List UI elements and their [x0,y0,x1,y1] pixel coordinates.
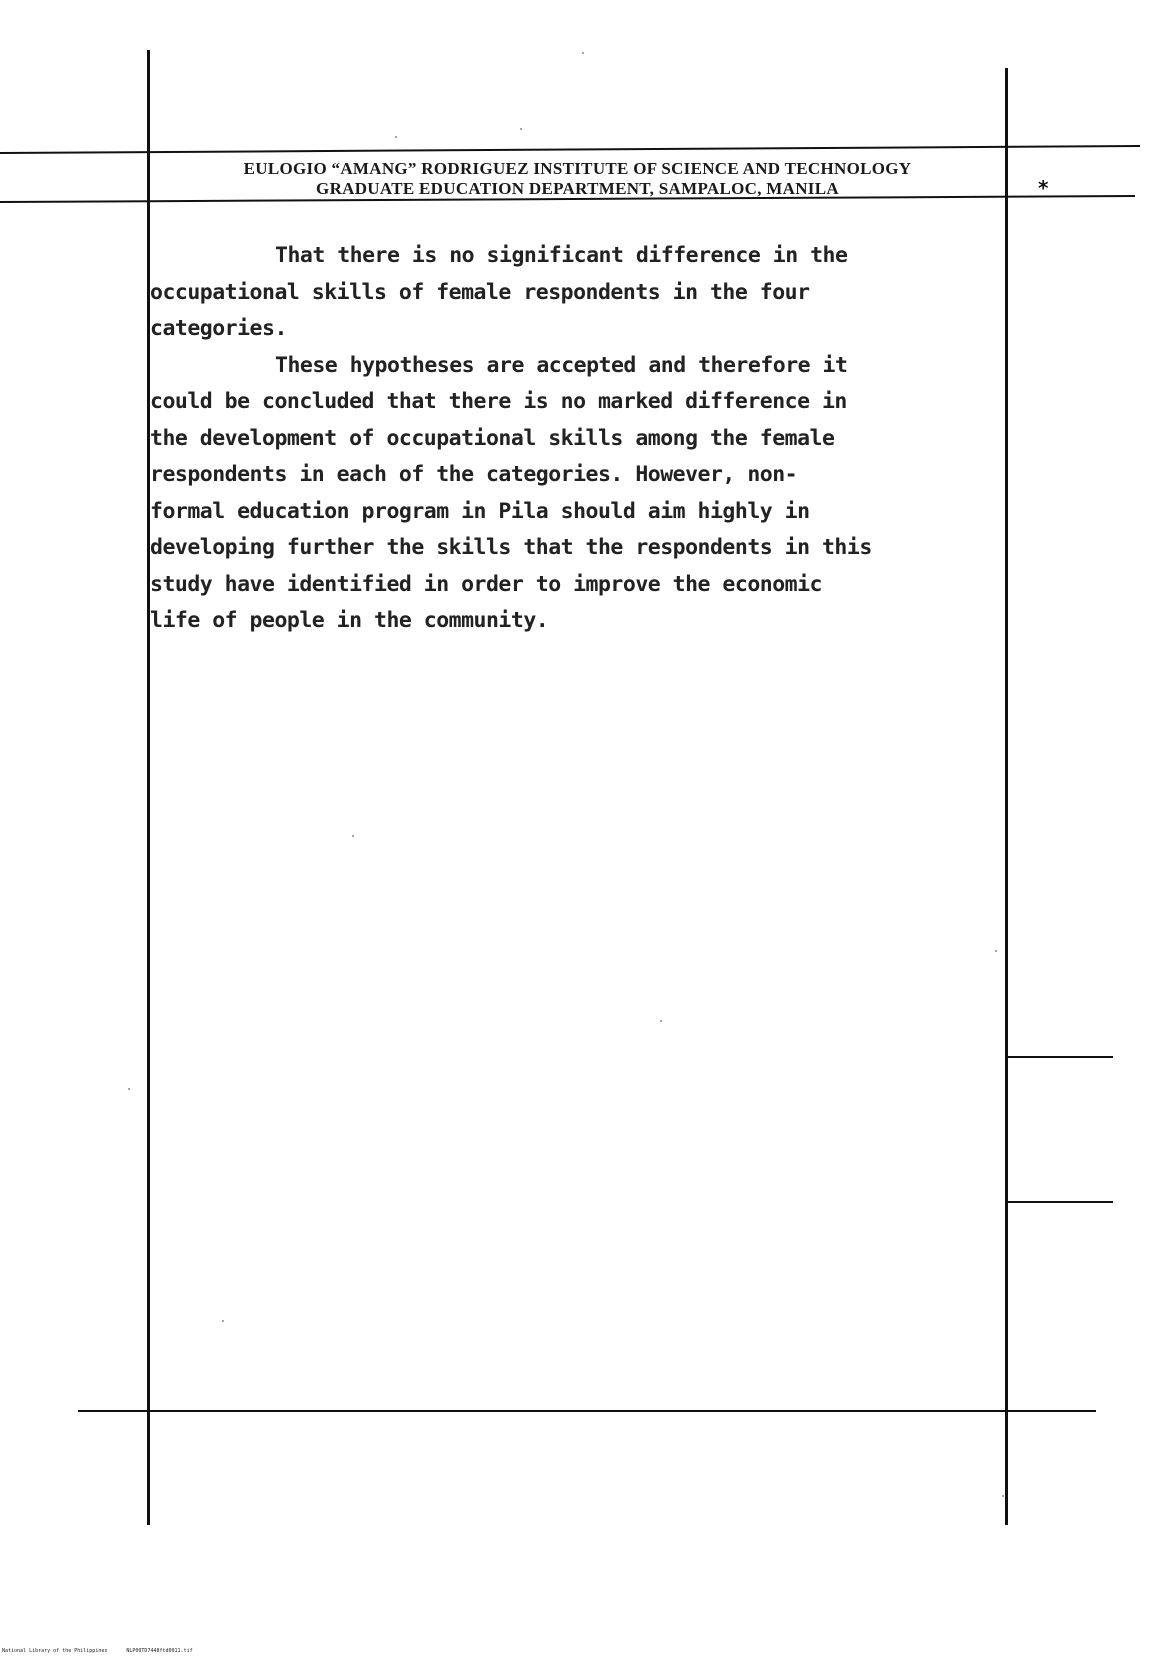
footer-rule [78,1410,1096,1412]
right-side-rule-lower [1005,1201,1113,1203]
scan-speck [582,52,584,54]
scan-footer [2,1648,209,1655]
scan-speck [128,1088,130,1090]
paragraph2-line: developing further the skills that the respondents in this [150,535,872,560]
paragraph2-line: These hypotheses are accepted and therefore it [275,352,848,378]
library-credit: National Library of the Philippines [2,1648,108,1654]
paragraph2-line: the development of occupational skills among the female [150,425,835,451]
paragraph2-line: life of people in the community. [150,608,549,633]
paragraph2-line: respondents in each of the categories. However, non- [150,462,798,487]
right-side-rule-upper [1005,1056,1113,1058]
paragraph2-line: formal education program in Pila should aim highly in [150,498,810,524]
document-body [150,238,1010,640]
scan-speck [995,950,997,952]
scan-speck [1002,1495,1004,1497]
scan-speck [520,128,522,130]
institution-header [150,159,1005,199]
paragraph2-line: study have identified in order to improve the economic [150,571,822,597]
department-name: GRADUATE EDUCATION DEPARTMENT, SAMPALOC, MANILA [316,179,839,198]
institution-name: EULOGIO “AMANG” RODRIGUEZ INSTITUTE OF SCIENCE AND TECHNOLOGY [243,159,912,178]
paragraph1-line: occupational skills of female respondents in the four [150,279,810,305]
scan-speck [352,835,354,837]
scan-speck [395,136,397,138]
paragraph1-line: categories. [150,316,287,341]
header-top-rule [0,145,1140,154]
file-name: NLP00TD7448ftd0011.tif [126,1648,193,1654]
asterisk-mark: * [1038,176,1049,200]
scan-speck [222,1320,224,1322]
scan-speck [660,1020,662,1022]
paragraph1-line: That there is no significant difference in the [275,243,848,268]
paragraph2-line: could be concluded that there is no marked difference in [150,389,847,414]
